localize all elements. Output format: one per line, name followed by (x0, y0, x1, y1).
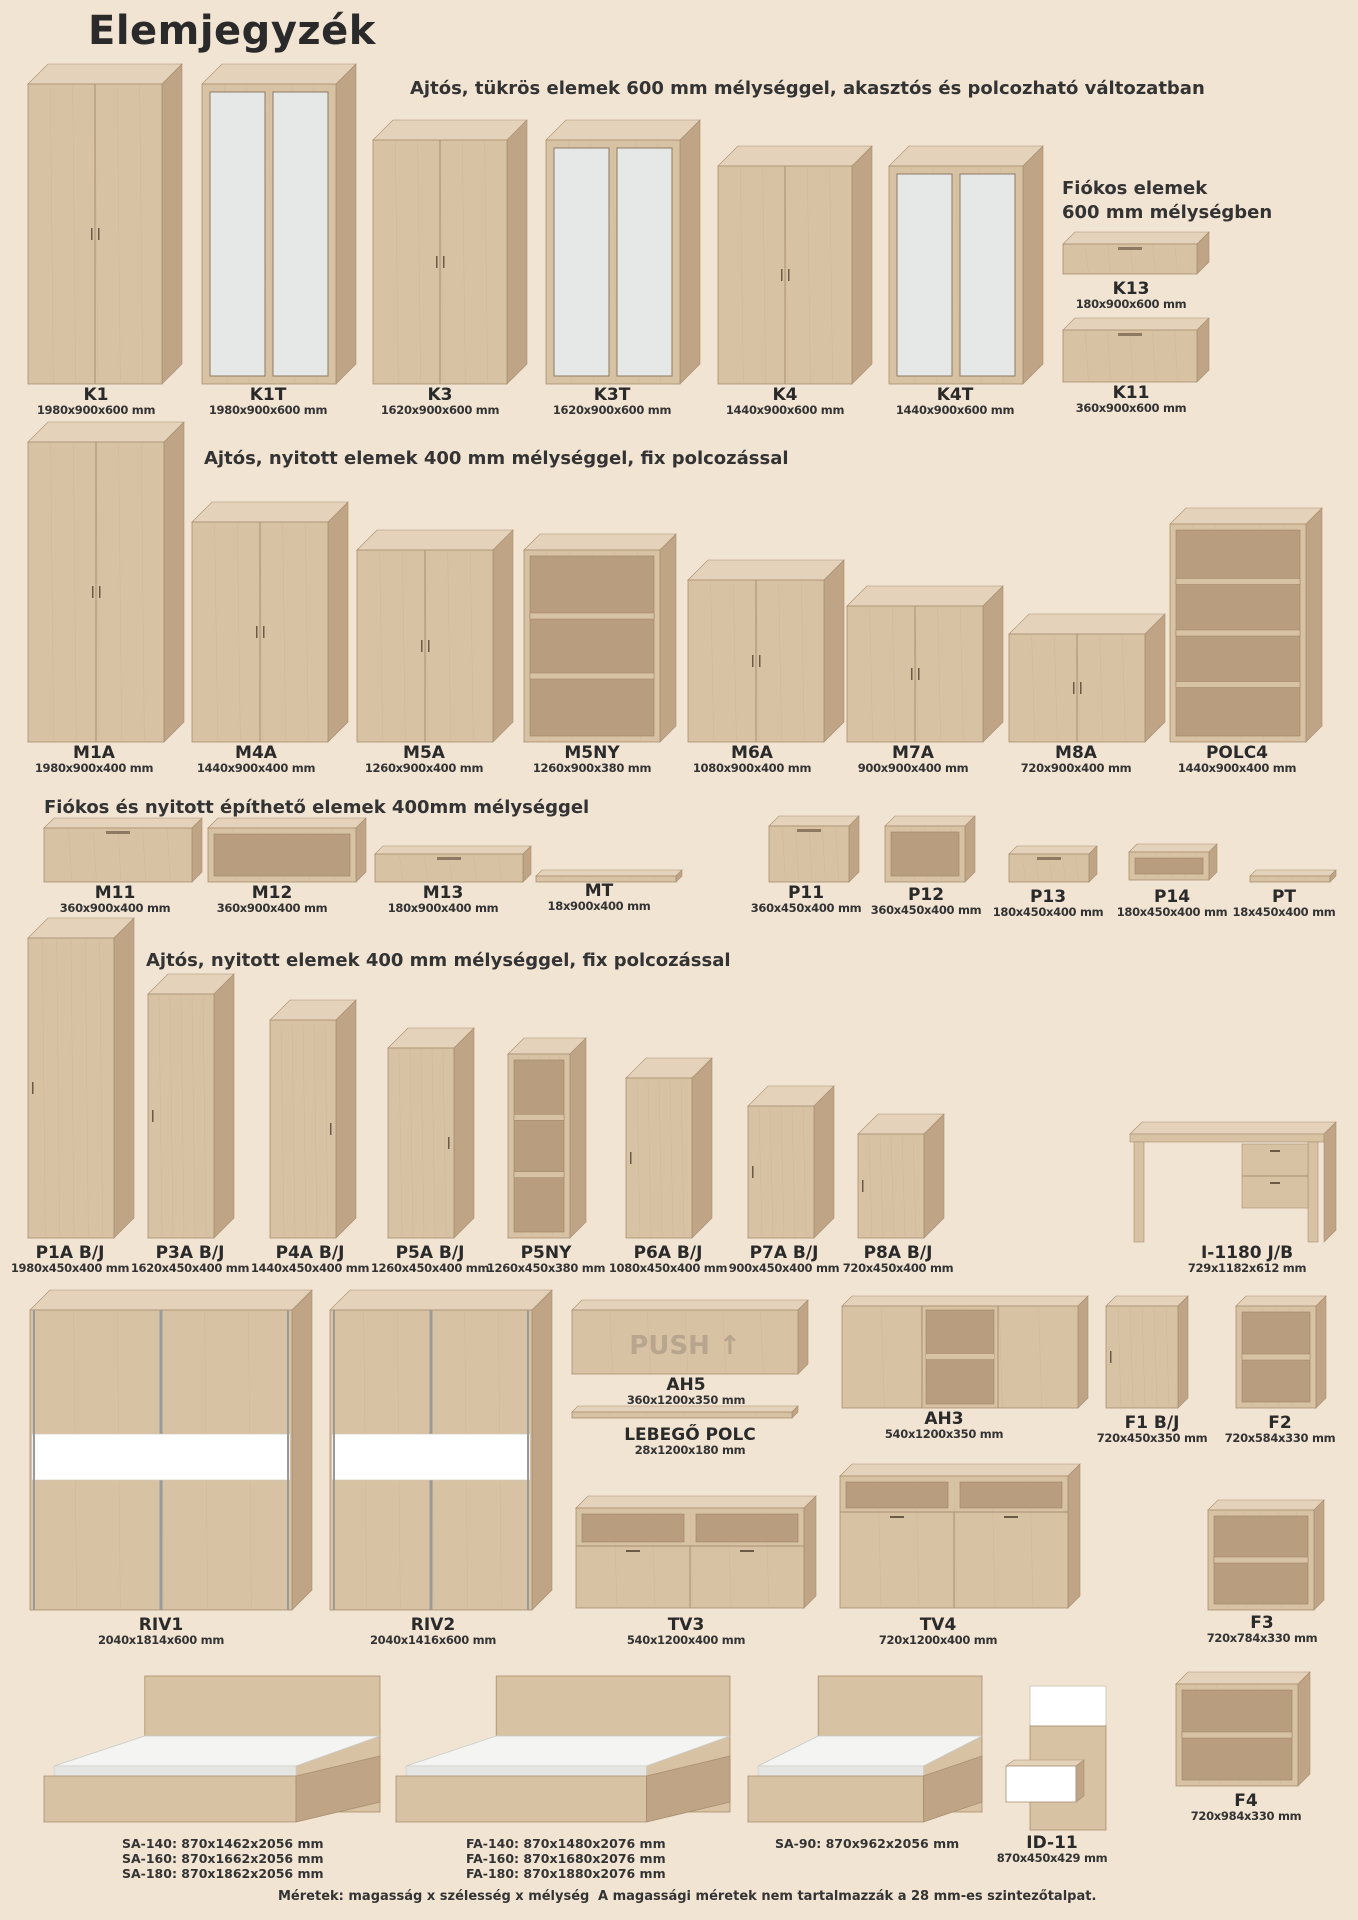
item-dimensions: 1080x450x400 mm (608, 1261, 728, 1275)
label-m5ny (533, 744, 651, 775)
item-name: P3A B/J (155, 1243, 225, 1263)
item-dimensions: 1260x450x380 mm (486, 1261, 606, 1275)
item-name: K3T (593, 385, 631, 405)
section-heading-drawer-line1: Fiókos elemek (1062, 178, 1208, 199)
label-k1 (37, 386, 155, 417)
label-f1 (1097, 1414, 1208, 1445)
label-m7a (858, 744, 969, 775)
item-dimensions: 1440x450x400 mm (250, 1261, 370, 1275)
item-dimensions: 1980x450x400 mm (10, 1261, 130, 1275)
nightstand-id11 (1006, 1686, 1096, 1836)
item-name: TV3 (667, 1615, 705, 1635)
wardrobe-k3 (373, 120, 529, 386)
cabinet-m1a (28, 422, 186, 744)
item-dimensions: 1260x900x400 mm (364, 761, 484, 775)
item-dimensions: 720x900x400 mm (1020, 761, 1132, 775)
item-dimensions: 180x450x400 mm (1116, 905, 1228, 919)
cabinet-m5a (357, 530, 515, 744)
label-k3t (553, 386, 671, 417)
cabinet-f1 (1106, 1296, 1190, 1410)
item-name: P5A B/J (395, 1243, 465, 1263)
bed-fa-140: FA-140: 870x1480x2076 mm (466, 1836, 666, 1851)
label-ah5 (627, 1376, 745, 1407)
item-name: P6A B/J (633, 1243, 703, 1263)
item-dimensions: 360x450x400 mm (870, 903, 982, 917)
item-dimensions: 1080x900x400 mm (692, 761, 812, 775)
item-dimensions: 720x984x330 mm (1190, 1809, 1302, 1823)
item-dimensions: 28x1200x180 mm (634, 1443, 746, 1457)
label-p4a (251, 1244, 369, 1275)
label-m4a (197, 744, 315, 775)
item-dimensions: 720x450x350 mm (1096, 1431, 1208, 1445)
item-name: POLC4 (1205, 743, 1269, 763)
label-k11 (1076, 384, 1187, 415)
section-heading-drawer-line2: 600 mm mélységben (1062, 202, 1273, 223)
bed-fa-180: FA-180: 870x1880x2076 mm (466, 1866, 666, 1881)
item-dimensions: 540x1200x350 mm (884, 1427, 1004, 1441)
shelf-polc4 (1170, 508, 1324, 744)
item-name: P1A B/J (35, 1243, 105, 1263)
item-dimensions: 180x900x600 mm (1075, 297, 1187, 311)
item-name: M1A (73, 743, 115, 763)
section-heading-door-open-2: Ajtós, nyitott elemek 400 mm mélységgel, fix polcozással (146, 950, 731, 971)
label-mt (548, 882, 651, 913)
label-f4 (1191, 1792, 1302, 1823)
bed-fa (396, 1676, 770, 1826)
item-dimensions: 1620x900x600 mm (380, 403, 500, 417)
item-name: F3 (1250, 1613, 1274, 1633)
cabinet-m6a (688, 560, 846, 744)
bed-sa90-caption: SA-90: 870x962x2056 mm (775, 1836, 960, 1851)
item-dimensions: 1440x900x600 mm (725, 403, 845, 417)
item-dimensions: 2040x1416x600 mm (369, 1633, 497, 1647)
wardrobe-k4t (889, 146, 1045, 386)
drawer-p11 (769, 816, 861, 884)
bed-sa-180: SA-180: 870x1862x2056 mm (122, 1866, 324, 1881)
item-name: F1 B/J (1124, 1413, 1180, 1433)
item-dimensions: 180x900x400 mm (387, 901, 499, 915)
shelf-m5ny (524, 534, 678, 744)
item-dimensions: 1260x450x400 mm (370, 1261, 490, 1275)
item-name: M5A (403, 743, 445, 763)
item-name: PT (1271, 887, 1297, 907)
label-p14 (1117, 888, 1228, 919)
item-name: K1T (249, 385, 287, 405)
label-k4t (896, 386, 1014, 417)
item-dimensions: 870x450x429 mm (996, 1851, 1108, 1865)
section-heading-mirror: Ajtós, tükrös elemek 600 mm mélységgel, akasztós és polcozható változatban (410, 78, 1205, 99)
bed-fa-160: FA-160: 870x1680x2076 mm (466, 1851, 666, 1866)
item-dimensions: 18x900x400 mm (547, 899, 651, 913)
label-k4 (726, 386, 844, 417)
item-name: M5NY (564, 743, 620, 763)
wardrobe-k1t (202, 64, 358, 386)
wall-cabinet-ah3 (842, 1296, 1090, 1410)
label-p13 (993, 888, 1104, 919)
item-name: K11 (1112, 383, 1150, 403)
wardrobe-k1 (28, 64, 184, 386)
shelf-p5ny (508, 1038, 588, 1240)
open-m12 (208, 818, 368, 884)
item-name: K13 (1112, 279, 1150, 299)
item-name: RIV1 (138, 1615, 184, 1635)
item-name: P11 (787, 883, 825, 903)
item-dimensions: 1620x450x400 mm (130, 1261, 250, 1275)
drawer-k13 (1063, 232, 1211, 276)
label-id11 (997, 1834, 1108, 1865)
item-name: K4 (772, 385, 798, 405)
item-name: M11 (94, 883, 136, 903)
drawer-k11 (1063, 318, 1211, 384)
item-name: K3 (427, 385, 453, 405)
item-name: P8A B/J (863, 1243, 933, 1263)
section-heading-door-open: Ajtós, nyitott elemek 400 mm mélységgel, fix polcozással (204, 448, 789, 469)
label-m1a (35, 744, 153, 775)
item-dimensions: 900x450x400 mm (728, 1261, 840, 1275)
label-m12 (217, 884, 328, 915)
item-dimensions: 720x1200x400 mm (878, 1633, 998, 1647)
label-m5a (365, 744, 483, 775)
item-dimensions: 900x900x400 mm (857, 761, 969, 775)
item-name: K4T (936, 385, 974, 405)
label-m8a (1021, 744, 1132, 775)
item-dimensions: 360x450x400 mm (750, 901, 862, 915)
wardrobe-riv1 (30, 1290, 314, 1612)
label-k1t (209, 386, 327, 417)
label-i1180 (1188, 1244, 1306, 1275)
wall-cabinet-ah5 (572, 1300, 810, 1376)
item-name: M7A (892, 743, 934, 763)
label-riv2 (370, 1616, 496, 1647)
drawer-m11 (44, 818, 204, 884)
item-name: M12 (251, 883, 293, 903)
cabinet-p3a (148, 974, 236, 1240)
label-tv4 (879, 1616, 997, 1647)
item-name: M13 (422, 883, 464, 903)
item-name: P5NY (520, 1243, 572, 1263)
cabinet-p1a (28, 918, 136, 1240)
tv-cabinet-tv4 (840, 1464, 1082, 1610)
label-p5ny (487, 1244, 605, 1275)
label-p1a (11, 1244, 129, 1275)
item-dimensions: 1620x900x600 mm (552, 403, 672, 417)
cabinet-p8a (858, 1114, 946, 1240)
cabinet-m4a (192, 502, 350, 744)
page-title: Elemjegyzék (88, 8, 376, 54)
item-name: RIV2 (410, 1615, 456, 1635)
label-f2 (1225, 1414, 1336, 1445)
item-name: P13 (1029, 887, 1067, 907)
item-name: K1 (83, 385, 109, 405)
bed-sa-160: SA-160: 870x1662x2056 mm (122, 1851, 324, 1866)
item-dimensions: 729x1182x612 mm (1187, 1261, 1307, 1275)
item-dimensions: 540x1200x400 mm (626, 1633, 746, 1647)
item-dimensions: 360x1200x350 mm (626, 1393, 746, 1407)
label-riv1 (98, 1616, 224, 1647)
bed-sa-140: SA-140: 870x1462x2056 mm (122, 1836, 324, 1851)
panel-pt (1250, 870, 1338, 884)
item-dimensions: 360x900x600 mm (1075, 401, 1187, 415)
label-m13 (388, 884, 499, 915)
cabinet-p6a (626, 1058, 714, 1240)
item-name: MT (584, 881, 614, 901)
label-p5a (371, 1244, 489, 1275)
cabinet-m8a (1009, 614, 1167, 744)
label-p7a (729, 1244, 840, 1275)
label-p11 (751, 884, 862, 915)
label-k3 (381, 386, 499, 417)
item-name: P12 (907, 885, 945, 905)
label-pt (1233, 888, 1336, 919)
item-dimensions: 180x450x400 mm (992, 905, 1104, 919)
label-k13 (1076, 280, 1187, 311)
label-m6a (693, 744, 811, 775)
bed-sa90 (748, 1676, 1022, 1826)
item-dimensions: 1260x900x380 mm (532, 761, 652, 775)
item-name: M8A (1055, 743, 1097, 763)
shelf-f3 (1208, 1500, 1326, 1612)
label-p6a (609, 1244, 727, 1275)
drawer-p13 (1009, 846, 1099, 884)
label-f3 (1207, 1614, 1318, 1645)
wardrobe-k3t (546, 120, 702, 386)
footer-height-note: A magassági méretek nem tartalmazzák a 28 mm-es szintezőtalpat. (598, 1889, 1097, 1904)
floating-shelf (572, 1406, 800, 1420)
label-tv3 (627, 1616, 745, 1647)
item-name: M6A (731, 743, 773, 763)
desk-i1180 (1130, 1122, 1340, 1252)
item-dimensions: 1980x900x600 mm (208, 403, 328, 417)
item-name: LEBEGŐ POLC (624, 1425, 756, 1445)
section-heading-buildable: Fiókos és nyitott építhető elemek 400mm mélységgel (44, 797, 590, 818)
item-dimensions: 18x450x400 mm (1232, 905, 1336, 919)
item-dimensions: 2040x1814x600 mm (97, 1633, 225, 1647)
open-p14 (1129, 844, 1219, 882)
label-p8a (843, 1244, 954, 1275)
push-text: PUSH ↑ (629, 1331, 741, 1361)
item-name: AH3 (924, 1409, 964, 1429)
bed-sa (44, 1676, 420, 1826)
item-name: AH5 (666, 1375, 706, 1395)
item-dimensions: 1980x900x400 mm (34, 761, 154, 775)
cabinet-p7a (748, 1086, 836, 1240)
tv-cabinet-tv3 (576, 1496, 818, 1610)
cabinet-p5a (388, 1028, 476, 1240)
cabinet-p4a (270, 1000, 358, 1240)
drawer-m13 (375, 846, 533, 884)
item-dimensions: 720x584x330 mm (1224, 1431, 1336, 1445)
bed-sa-caption (122, 1836, 324, 1881)
label-m11 (60, 884, 171, 915)
wardrobe-k4 (718, 146, 874, 386)
bed-fa-caption (466, 1836, 666, 1881)
open-p12 (885, 816, 977, 884)
label-lebego (624, 1426, 756, 1457)
item-name: P4A B/J (275, 1243, 345, 1263)
label-p12 (871, 886, 982, 917)
item-name: F4 (1234, 1791, 1258, 1811)
item-name: P7A B/J (749, 1243, 819, 1263)
item-dimensions: 1440x900x600 mm (895, 403, 1015, 417)
item-name: I-1180 J/B (1200, 1243, 1294, 1263)
shelf-f4 (1176, 1672, 1312, 1788)
item-name: ID-11 (1026, 1833, 1078, 1853)
label-polc4 (1178, 744, 1296, 775)
cabinet-m7a (847, 586, 1005, 744)
shelf-f2 (1236, 1296, 1328, 1410)
item-dimensions: 1980x900x600 mm (36, 403, 156, 417)
label-ah3 (885, 1410, 1003, 1441)
item-name: TV4 (919, 1615, 957, 1635)
item-dimensions: 1440x900x400 mm (1177, 761, 1297, 775)
item-name: M4A (235, 743, 277, 763)
item-dimensions: 1440x900x400 mm (196, 761, 316, 775)
label-p3a (131, 1244, 249, 1275)
wardrobe-riv2 (330, 1290, 554, 1612)
item-dimensions: 360x900x400 mm (216, 901, 328, 915)
item-name: F2 (1268, 1413, 1292, 1433)
item-dimensions: 720x784x330 mm (1206, 1631, 1318, 1645)
footer-dimensions-note: Méretek: magasság x szélesség x mélység (278, 1889, 590, 1904)
item-name: P14 (1153, 887, 1191, 907)
item-dimensions: 720x450x400 mm (842, 1261, 954, 1275)
item-dimensions: 360x900x400 mm (59, 901, 171, 915)
